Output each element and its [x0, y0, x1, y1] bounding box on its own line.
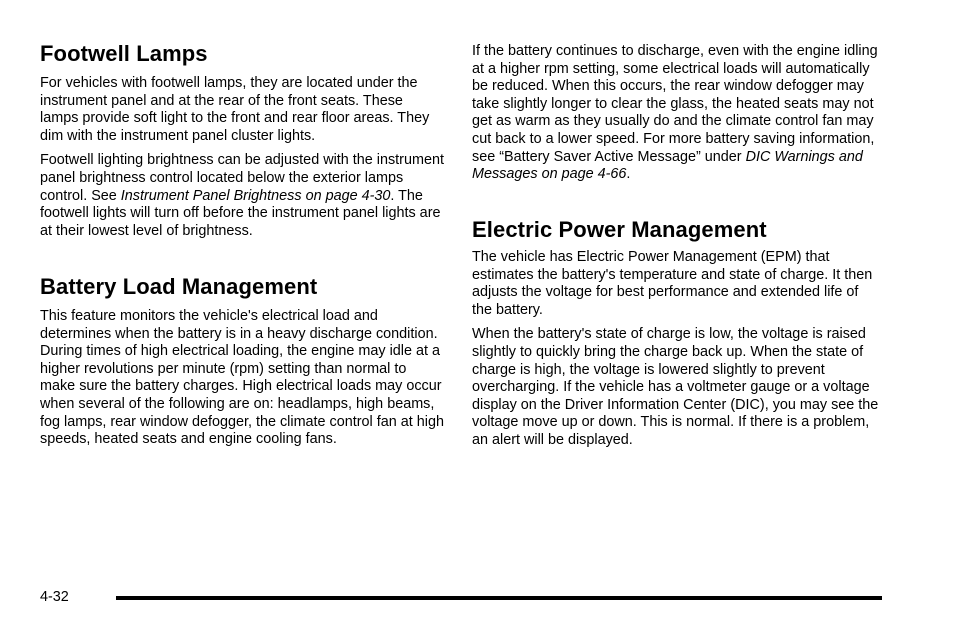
page-number: 4-32 [40, 589, 69, 605]
epm-paragraph-1: The vehicle has Electric Power Management (EPM) that estimates the battery's temperature and state of charge. It then adjusts the voltage for best performance and extended life of the battery. [472, 249, 873, 318]
footwell-paragraph-2 [40, 152, 445, 240]
instrument-panel-brightness-reference: Instrument Panel Brightness on page 4-30 [120, 187, 391, 204]
battery-load-management-body [40, 308, 445, 449]
epm-paragraph-2: When the battery's state of charge is low, the voltage is raised slightly to quickly bring the charge back up. When the state of charge is high, the voltage is lowered slightly to prevent overcharging. If the vehicle has a voltmeter gauge or a voltage display on the Driver Information Center (DIC), you may see the voltage move up or down. This is normal. If there is a problem, an alert will be displayed. [472, 326, 879, 448]
footwell-p2-text-a: Footwell lighting brightness can be adjusted with the instrument panel brightness control located below the exterior lamps control. See [40, 152, 444, 204]
footwell-lamps-heading: Footwell Lamps [40, 41, 208, 66]
electric-power-management-body [472, 249, 882, 450]
battery-continued-text-a: If the battery continues to discharge, even with the engine idling at a higher rpm setting, some electrical loads will automatically be reduced. When this occurs, the rear window defogger may take slightly longer to clear the glass, the heated seats may not get as warm as they usually do and the climate control fan may cut back to a lower speed. For more battery saving information, see “Battery Saver Active Message” under [472, 43, 878, 165]
dic-warnings-reference: DIC Warnings and Messages on page 4-66 [472, 148, 863, 183]
footwell-lamps-body [40, 75, 445, 240]
footwell-p2-text-b: . The footwell lights will turn off before the instrument panel lights are at their lowest level of brightness. [40, 187, 441, 239]
battery-continued-text-b: . [626, 166, 631, 183]
battery-continued-body [472, 43, 882, 184]
battery-load-management-heading: Battery Load Management [40, 274, 318, 299]
battery-continued-paragraph [472, 43, 882, 184]
footwell-paragraph-1: For vehicles with footwell lamps, they are located under the instrument panel and at the rear of the front seats. These lamps provide soft light to the front and rear floor areas. They dim with the instrument panel cluster lights. [40, 75, 430, 144]
battery-paragraph-1: This feature monitors the vehicle's electrical load and determines when the battery is in a heavy discharge condition. During times of high electrical loading, the engine may idle at a higher revolutions per minute (rpm) setting than normal to make sure the battery charges. High electrical loads may occur when several of the following are on: headlamps, high beams, fog lamps, rear window defogger, the climate control fan at high speeds, heated seats and engine cooling fans. [40, 308, 444, 448]
footer-rule [116, 596, 882, 600]
electric-power-management-heading: Electric Power Management [472, 217, 767, 242]
